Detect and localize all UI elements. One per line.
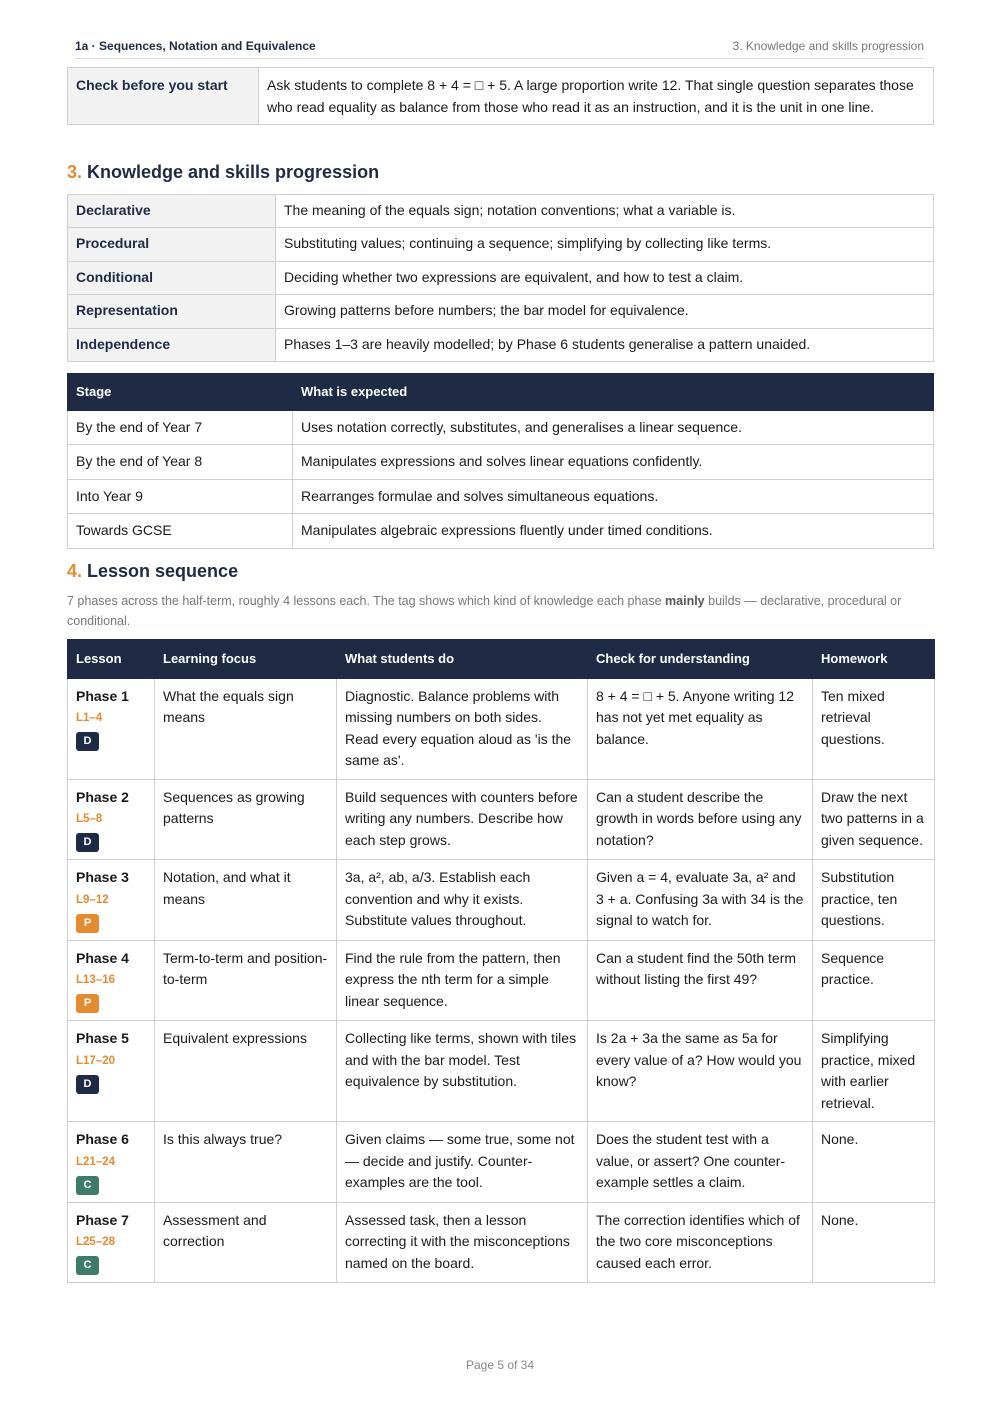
- column-header: Stage: [68, 374, 293, 411]
- understanding-check: Does the student test with a value, or assert? One counter-example settles a claim.: [588, 1122, 813, 1203]
- student-activity: 3a, a², ab, a/3. Establish each convention and why it exists. Substitute values throughout.: [337, 860, 588, 941]
- lesson-cell: [68, 1202, 155, 1283]
- lesson-cell: [68, 1122, 155, 1203]
- lesson-cell: [68, 940, 155, 1021]
- homework: Ten mixed retrieval questions.: [813, 678, 935, 779]
- column-header: What students do: [337, 640, 588, 679]
- column-header: Learning focus: [155, 640, 337, 679]
- column-header: Lesson: [68, 640, 155, 679]
- table-row: [68, 678, 935, 779]
- homework: None.: [813, 1202, 935, 1283]
- homework: Simplifying practice, mixed with earlier retrieval.: [813, 1021, 935, 1122]
- stage-expectation: Manipulates expressions and solves linear equations confidently.: [293, 445, 934, 480]
- section-title: 3. Knowledge and skills progression: [732, 39, 924, 53]
- learning-focus: Sequences as growing patterns: [155, 779, 337, 860]
- student-activity: Assessed task, then a lesson correcting it with the misconceptions named on the board.: [337, 1202, 588, 1283]
- learning-focus: Notation, and what it means: [155, 860, 337, 941]
- table-row: [68, 1021, 935, 1122]
- knowledge-label: Representation: [68, 295, 276, 328]
- knowledge-text: Growing patterns before numbers; the bar model for equivalence.: [276, 295, 934, 328]
- understanding-check: 8 + 4 = □ + 5. Anyone writing 12 has not yet met equality as balance.: [588, 678, 813, 779]
- running-header: [75, 38, 924, 59]
- table-row: [68, 860, 935, 941]
- phase-name: Phase 6: [76, 1131, 129, 1147]
- learning-focus: Term-to-term and position-to-term: [155, 940, 337, 1021]
- knowledge-type-tag: D: [76, 833, 99, 852]
- table-row: [68, 228, 934, 261]
- document-title: 1a · Sequences, Notation and Equivalence: [75, 39, 316, 53]
- knowledge-text: The meaning of the equals sign; notation conventions; what a variable is.: [276, 195, 934, 228]
- lesson-cell: [68, 779, 155, 860]
- knowledge-label: Independence: [68, 328, 276, 361]
- learning-focus: What the equals sign means: [155, 678, 337, 779]
- column-header: Homework: [813, 640, 935, 679]
- intro-emphasis: mainly: [665, 594, 705, 608]
- table-row: [68, 1202, 935, 1283]
- check-text: Ask students to complete 8 + 4 = □ + 5. A large proportion write 12. That single question separates those who read equality as balance from those who read it as an instruction, and it is the unit in one line.: [259, 68, 934, 125]
- understanding-check: Given a = 4, evaluate 3a, a² and 3 + a. Confusing 3a with 34 is the signal to watch for.: [588, 860, 813, 941]
- check-label: Check before you start: [68, 68, 259, 125]
- section-number: 3.: [67, 162, 83, 182]
- learning-focus: Assessment and correction: [155, 1202, 337, 1283]
- knowledge-table: [67, 194, 934, 362]
- table-row: [68, 940, 935, 1021]
- knowledge-text: Substituting values; continuing a sequence; simplifying by collecting like terms.: [276, 228, 934, 261]
- student-activity: Build sequences with counters before writing any numbers. Describe how each step grows.: [337, 779, 588, 860]
- lesson-range: L5–8: [76, 813, 103, 825]
- table-row: [68, 261, 934, 294]
- table-row: [68, 779, 935, 860]
- section-4-heading: [67, 561, 238, 582]
- phase-name: Phase 1: [76, 687, 129, 704]
- lesson-range: L13–16: [76, 974, 116, 986]
- knowledge-text: Phases 1–3 are heavily modelled; by Phase 6 students generalise a pattern unaided.: [276, 328, 934, 361]
- phase-name: Phase 4: [76, 949, 129, 966]
- table-row: [68, 479, 934, 514]
- table-row: [68, 410, 934, 445]
- table-row: [68, 195, 934, 228]
- stage-expectation: Uses notation correctly, substitutes, and generalises a linear sequence.: [293, 410, 934, 445]
- table-row: [68, 445, 934, 480]
- page-number: Page 5 of 34: [465, 1358, 535, 1372]
- column-header: What is expected: [293, 374, 934, 411]
- table-row: [68, 514, 934, 549]
- stage-name: Into Year 9: [68, 479, 293, 514]
- student-activity: Collecting like terms, shown with tiles and with the bar model. Test equivalence by substitution.: [337, 1021, 588, 1122]
- knowledge-type-tag: C: [76, 1176, 99, 1195]
- stage-table: [67, 373, 934, 549]
- knowledge-label: Conditional: [68, 261, 276, 294]
- stage-name: By the end of Year 7: [68, 410, 293, 445]
- understanding-check: The correction identifies which of the two core misconceptions caused each error.: [588, 1202, 813, 1283]
- knowledge-label: Procedural: [68, 228, 276, 261]
- learning-focus: Equivalent expressions: [155, 1021, 337, 1122]
- knowledge-text: Deciding whether two expressions are equivalent, and how to test a claim.: [276, 261, 934, 294]
- knowledge-type-tag: P: [76, 994, 99, 1013]
- phase-name: Phase 7: [76, 1211, 129, 1228]
- table-row: [68, 1122, 935, 1203]
- section-heading-title: Knowledge and skills progression: [87, 162, 380, 182]
- homework: Draw the next two patterns in a given sequence.: [813, 779, 935, 860]
- table-row: [68, 328, 934, 361]
- understanding-check: Can a student find the 50th term without listing the first 49?: [588, 940, 813, 1021]
- lesson-range: L17–20: [76, 1054, 116, 1067]
- table-row: [68, 295, 934, 328]
- lesson-cell: [68, 860, 155, 941]
- intro-text: 7 phases across the half-term, roughly 4 lessons each. The tag shows which kind of knowledge each phase: [67, 594, 666, 608]
- column-header: Check for understanding: [588, 640, 813, 679]
- lesson-cell: [68, 1021, 155, 1122]
- lesson-range: L21–24: [76, 1155, 116, 1168]
- student-activity: Diagnostic. Balance problems with missing numbers on both sides. Read every equation aloud as 'is the same as'.: [337, 678, 588, 779]
- stage-name: By the end of Year 8: [68, 445, 293, 480]
- learning-focus: Is this always true?: [155, 1122, 337, 1203]
- knowledge-type-tag: P: [76, 914, 99, 933]
- understanding-check: Is 2a + 3a the same as 5a for every value of a? How would you know?: [588, 1021, 813, 1122]
- student-activity: Find the rule from the pattern, then express the nth term for a simple linear sequence.: [337, 940, 588, 1021]
- intro-text: builds — declarative, procedural or conditional.: [67, 594, 902, 628]
- section-3-heading: [67, 162, 379, 183]
- knowledge-label: Declarative: [68, 195, 276, 228]
- understanding-check: Can a student describe the growth in words before using any notation?: [588, 779, 813, 860]
- lesson-sequence-table: [67, 639, 935, 1283]
- phase-name: Phase 3: [76, 869, 129, 885]
- homework: Substitution practice, ten questions.: [813, 860, 935, 941]
- lesson-sequence-intro: [67, 592, 934, 631]
- lesson-range: L25–28: [76, 1236, 116, 1248]
- section-heading-title: Lesson sequence: [87, 561, 239, 581]
- lesson-range: L1–4: [76, 712, 103, 724]
- homework: Sequence practice.: [813, 940, 935, 1021]
- section-number: 4.: [67, 561, 83, 581]
- phase-name: Phase 2: [76, 788, 129, 805]
- stage-expectation: Manipulates algebraic expressions fluently under timed conditions.: [293, 514, 934, 549]
- knowledge-type-tag: C: [76, 1256, 99, 1275]
- lesson-range: L9–12: [76, 893, 109, 906]
- student-activity: Given claims — some true, some not — decide and justify. Counter-examples are the tool.: [337, 1122, 588, 1203]
- lesson-cell: [68, 678, 155, 779]
- check-before-start-table: [67, 67, 934, 125]
- phase-name: Phase 5: [76, 1030, 129, 1046]
- knowledge-type-tag: D: [76, 1075, 99, 1094]
- homework: None.: [813, 1122, 935, 1203]
- stage-expectation: Rearranges formulae and solves simultaneous equations.: [293, 479, 934, 514]
- knowledge-type-tag: D: [76, 732, 99, 751]
- stage-name: Towards GCSE: [68, 514, 293, 549]
